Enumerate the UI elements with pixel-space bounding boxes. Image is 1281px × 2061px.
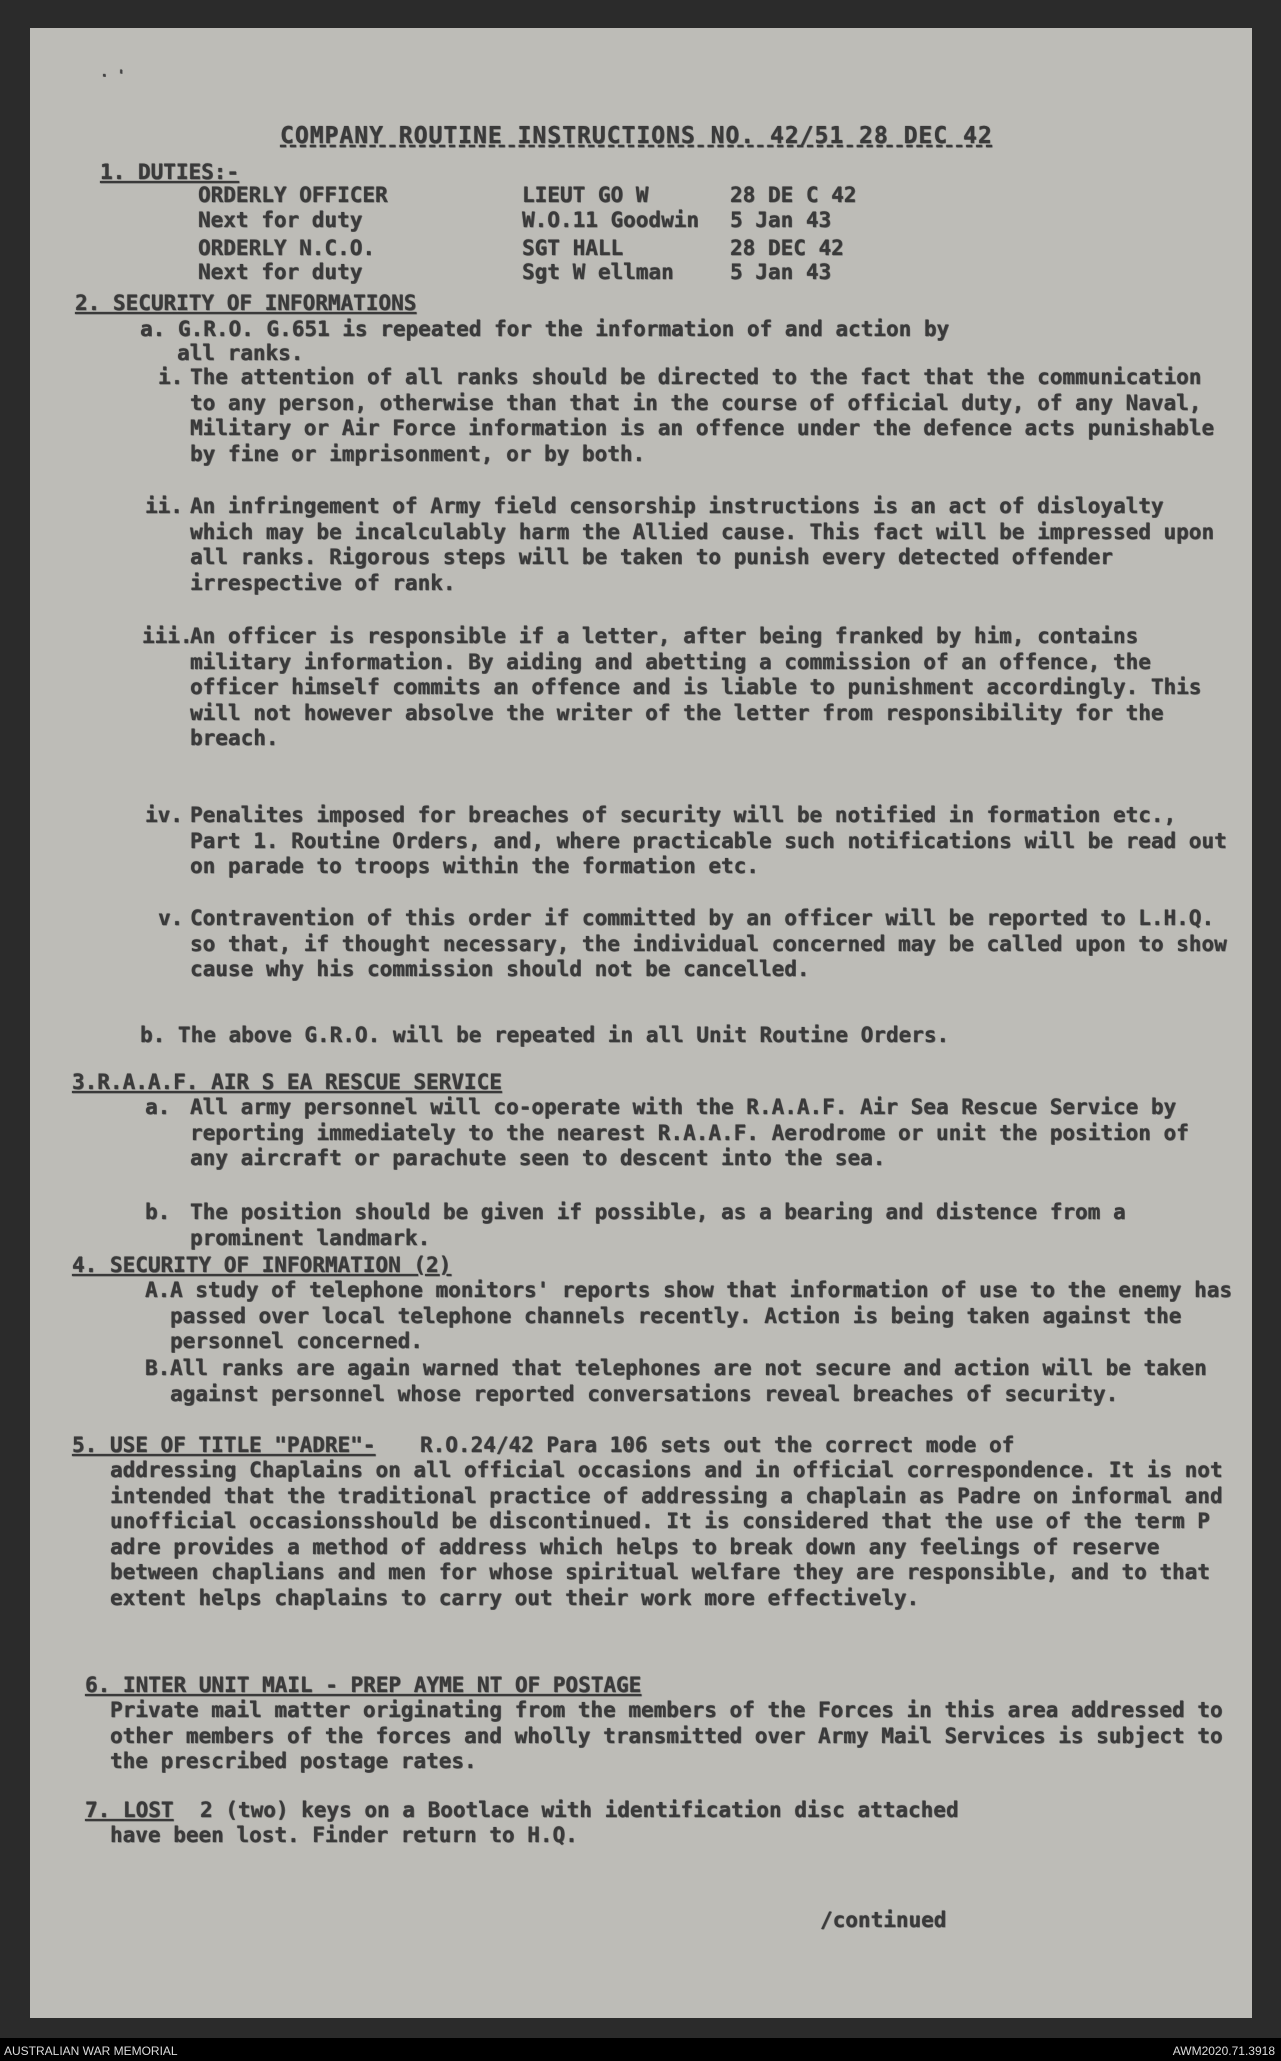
section2-i-text: The attention of all ranks should be directed to the fact that the communication to any person, otherwise than that in the course of official duty, of any Naval, Military or Air Force information is an offence under the defence acts punishable by fine or imprisonment, or by both. bbox=[190, 365, 1215, 466]
duty-role: ORDERLY OFFICER bbox=[198, 183, 388, 207]
section2-a-line1: a. G.R.O. G.651 is repeated for the information of and action by bbox=[140, 317, 950, 341]
section1-heading: 1. DUTIES:- bbox=[100, 160, 240, 184]
section2-iii-text: An officer is responsible if a letter, after being franked by him, contains military information. By aiding and abetting a commission of an offence, the officer himself commits an offence and is liable to punishment accordingly. This will not however absolve the writer of the letter from responsibility for the breach. bbox=[190, 624, 1202, 750]
section3-b-label: b. bbox=[145, 1200, 171, 1224]
duty-date: 5 Jan 43 bbox=[730, 208, 832, 232]
document-sheet bbox=[30, 28, 1252, 2018]
section2-i-label: i. bbox=[158, 365, 184, 389]
section2-ii-text: An infringement of Army field censorship instructions is an act of disloyalty which may be incalculably harm the Allied cause. This fact will be impressed upon all ranks. Rigorous steps will be taken to punish every detected offender irrespective of rank. bbox=[190, 494, 1215, 595]
document-title: COMPANY ROUTINE INSTRUCTIONS NO. 42/51 28 DEC 42 bbox=[280, 123, 993, 149]
section2-iv-text: Penalites imposed for breaches of security will be notified in formation etc., Part 1. Routine Orders, and, where practicable such notifications will be read out on parade to troops within the formation etc. bbox=[190, 803, 1227, 878]
section6-heading: 6. INTER UNIT MAIL - PREP AYME NT OF POSTAGE bbox=[85, 1673, 642, 1697]
footer-source: AUSTRALIAN WAR MEMORIAL bbox=[4, 2044, 178, 2058]
section7-heading: 7. LOST bbox=[85, 1798, 174, 1822]
duty-row bbox=[30, 208, 1252, 236]
duty-role: Next for duty bbox=[198, 260, 363, 284]
section3-heading: 3.R.A.A.F. AIR S EA RESCUE SERVICE bbox=[72, 1070, 502, 1094]
document-body bbox=[30, 28, 1252, 2018]
section6-text: Private mail matter originating from the members of the Forces in this area addressed to other members of the forces and wholly transmitted over Army Mail Services is subject to the prescribed postage rates. bbox=[110, 1698, 1223, 1773]
section4-b-text: All ranks are again warned that telephones are not secure and action will be taken against personnel whose reported conversations reveal breaches of security. bbox=[170, 1356, 1207, 1406]
section7-second-line: have been lost. Finder return to H.Q. bbox=[110, 1823, 578, 1847]
duty-date: 28 DE C 42 bbox=[730, 183, 857, 207]
section5-heading: 5. USE OF TITLE "PADRE"- bbox=[72, 1433, 376, 1457]
section3-a-text: All army personnel will co-operate with the R.A.A.F. Air Sea Rescue Service by reporting immediately to the nearest R.A.A.F. Aerodrome or unit the position of any aircraft or parachute seen to descent into the sea. bbox=[190, 1095, 1189, 1170]
section2-b-text: b. The above G.R.O. will be repeated in all Unit Routine Orders. bbox=[140, 1023, 950, 1047]
archive-footer bbox=[0, 2038, 1281, 2061]
section4-a-text: A study of telephone monitors' reports show that information of use to the enemy has passed over local telephone channels recently. Action is being taken against the personnel concerned. bbox=[170, 1278, 1233, 1353]
section2-ii-label: ii. bbox=[145, 494, 183, 518]
duty-role: Next for duty bbox=[198, 208, 363, 232]
section4-b-label: B. bbox=[145, 1356, 171, 1380]
section5-text: addressing Chaplains on all official occasions and in official correspondence. It is not intended that the traditional practice of addressing a chaplain as Padre on informal and unofficial occasionsshould be discontinued. It is considered that the use of the term P adre provides a method of address which helps to break down any feelings of reserve between chaplians and men for whose spiritual welfare they are responsible, and to that extent helps chaplains to carry out their work more effectively. bbox=[110, 1458, 1223, 1610]
section3-a-label: a. bbox=[145, 1095, 171, 1119]
section7-first-line: 2 (two) keys on a Bootlace with identification disc attached bbox=[200, 1798, 959, 1822]
duty-date: 28 DEC 42 bbox=[730, 236, 844, 260]
section2-iii-label: iii. bbox=[142, 624, 193, 648]
duty-role: ORDERLY N.C.O. bbox=[198, 236, 376, 260]
duty-name: LIEUT GO W bbox=[522, 183, 649, 207]
duty-name: Sgt W ellman bbox=[522, 260, 674, 284]
duty-name: SGT HALL bbox=[522, 236, 624, 260]
punch-mark: · ' bbox=[100, 68, 126, 84]
continued-note: /continued bbox=[820, 1908, 947, 1932]
duty-row bbox=[30, 183, 1252, 211]
section2-a-line2: all ranks. bbox=[177, 341, 304, 365]
duty-date: 5 Jan 43 bbox=[730, 260, 832, 284]
section4-heading: 4. SECURITY OF INFORMATION (2) bbox=[72, 1253, 452, 1277]
section2-v-label: v. bbox=[158, 906, 184, 930]
footer-reference: AWM2020.71.3918 bbox=[1172, 2044, 1275, 2058]
section5-first-line: R.O.24/42 Para 106 sets out the correct mode of bbox=[420, 1433, 1015, 1457]
duty-row bbox=[30, 260, 1252, 288]
duty-name: W.O.11 Goodwin bbox=[522, 208, 700, 232]
section2-heading: 2. SECURITY OF INFORMATIONS bbox=[75, 291, 417, 315]
section2-v-text: Contravention of this order if committed by an officer will be reported to L.H.Q. so that, if thought necessary, the individual concerned may be called upon to show cause why his commission should not be cancelled. bbox=[190, 906, 1227, 981]
section4-a-label: A. bbox=[145, 1278, 171, 1302]
section2-iv-label: iv. bbox=[145, 803, 183, 827]
section3-b-text: The position should be given if possible, as a bearing and distence from a prominent landmark. bbox=[190, 1200, 1126, 1250]
